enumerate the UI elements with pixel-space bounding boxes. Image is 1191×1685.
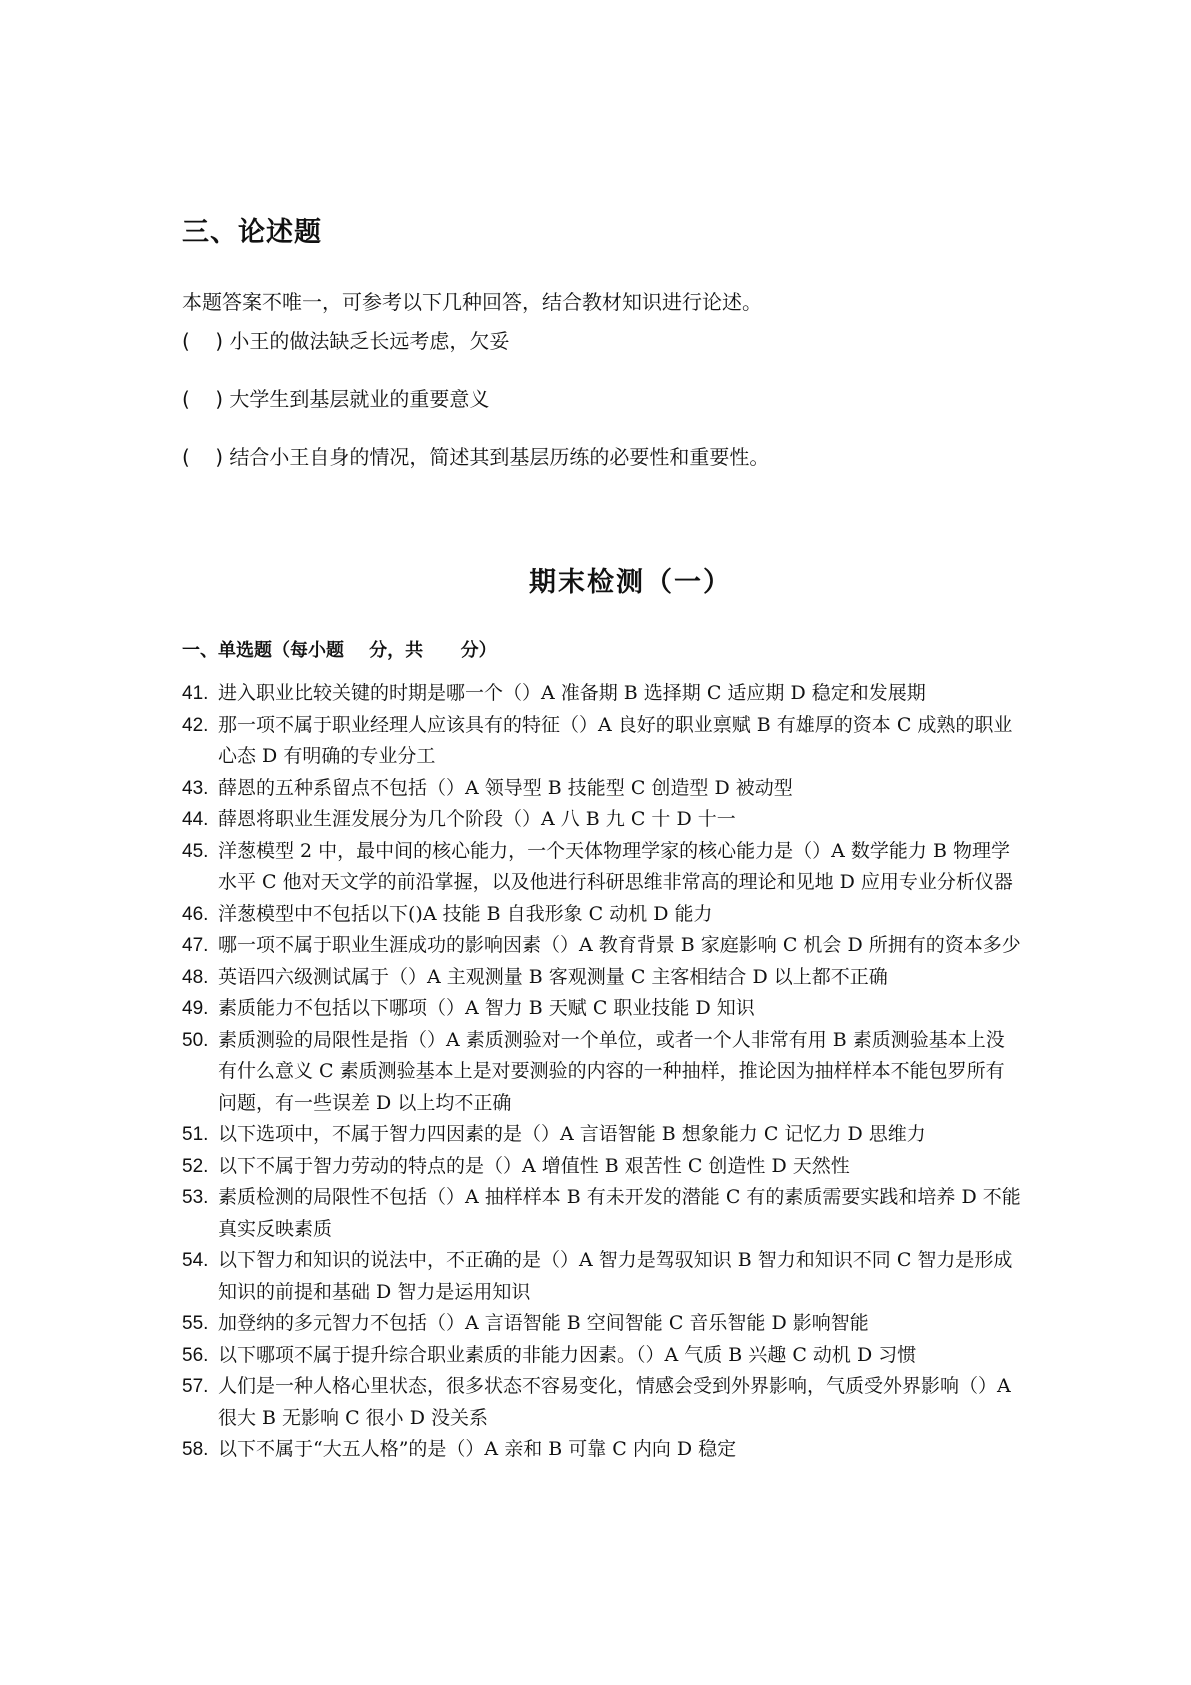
question-text: 素质测验的局限性是指（）A 素质测验对一个单位，或者一个人非常有用 B 素质测验基本上没有什么意义 C 素质测验基本上是对要测验的内容的一种抽样，推论因为抽样样本不能包罗所有问题，有一些误差 D 以上均不正确	[218, 1028, 1005, 1114]
question-text: 洋葱模型中不包括以下()A 技能 B 自我形象 C 动机 D 能力	[218, 902, 713, 925]
question-number: 44.	[182, 809, 209, 830]
question-item	[182, 836, 1022, 899]
question-number: 49.	[182, 998, 209, 1019]
question-text: 那一项不属于职业经理人应该具有的特征（）A 良好的职业禀赋 B 有雄厚的资本 C 成熟的职业心态 D 有明确的专业分工	[218, 713, 1013, 767]
question-number: 46.	[182, 903, 209, 925]
question-item	[182, 1025, 1022, 1120]
question-number: 58.	[182, 1439, 209, 1460]
question-text: 以下不属于“大五人格”的是（）A 亲和 B 可靠 C 内向 D 稳定	[218, 1438, 737, 1460]
question-text: 加登纳的多元智力不包括（）A 言语智能 B 空间智能 C 音乐智能 D 影响智能	[218, 1312, 869, 1334]
question-item	[182, 1308, 1022, 1340]
question-item	[182, 1119, 1022, 1151]
question-text: 人们是一种人格心里状态，很多状态不容易变化，情感会受到外界影响，气质受外界影响（）A 很大 B 无影响 C 很小 D 没关系	[218, 1375, 1011, 1429]
question-text: 薛恩的五种系留点不包括（）A 领导型 B 技能型 C 创造型 D 被动型	[218, 776, 793, 799]
question-number: 42.	[182, 714, 209, 736]
question-item	[182, 804, 1022, 836]
question-number: 47.	[182, 935, 209, 956]
question-number: 52.	[182, 1155, 209, 1177]
question-number: 51.	[182, 1124, 209, 1145]
question-item	[182, 962, 1022, 994]
question-number: 56.	[182, 1344, 209, 1366]
exam-title: 期末检测（一）	[529, 567, 732, 598]
answer-line: ( ) 结合小王自身的情况，简述其到基层历练的必要性和重要性。	[182, 445, 770, 469]
essay-heading: 三、论述题	[182, 217, 322, 248]
question-item	[182, 710, 1022, 773]
question-item	[182, 773, 1022, 805]
question-text: 英语四六级测试属于（）A 主观测量 B 客观测量 C 主客相结合 D 以上都不正确	[218, 965, 888, 988]
question-text: 以下哪项不属于提升综合职业素质的非能力因素。（）A 气质 B 兴趣 C 动机 D 习惯	[218, 1343, 917, 1366]
question-item	[182, 899, 1022, 931]
question-number: 53.	[182, 1187, 209, 1208]
question-text: 素质能力不包括以下哪项（）A 智力 B 天赋 C 职业技能 D 知识	[218, 997, 755, 1019]
question-number: 45.	[182, 840, 209, 862]
question-text: 素质检测的局限性不包括（）A 抽样样本 B 有未开发的潜能 C 有的素质需要实践和培养 D 不能真实反映素质	[218, 1186, 1021, 1240]
answer-line: ( ) 小王的做法缺乏长远考虑，欠妥	[182, 329, 510, 353]
question-item	[182, 678, 1022, 710]
essay-intro: 本题答案不唯一，可参考以下几种回答，结合教材知识进行论述。	[182, 290, 762, 314]
question-item	[182, 1434, 1022, 1466]
answer-line: ( ) 大学生到基层就业的重要意义	[182, 387, 490, 411]
question-text: 以下选项中，不属于智力四因素的是（）A 言语智能 B 想象能力 C 记忆力 D 思维力	[218, 1123, 926, 1145]
question-text: 以下智力和知识的说法中，不正确的是（）A 智力是驾驭知识 B 智力和知识不同 C 智力是形成知识的前提和基础 D 智力是运用知识	[218, 1249, 1013, 1303]
question-number: 48.	[182, 966, 209, 988]
question-number: 57.	[182, 1376, 209, 1397]
question-section-heading: 一、单选题（每小题 分，共 分）	[182, 640, 497, 661]
question-number: 43.	[182, 777, 209, 799]
question-item	[182, 1371, 1022, 1434]
question-number: 55.	[182, 1313, 209, 1334]
question-item	[182, 993, 1022, 1025]
question-number: 54.	[182, 1250, 209, 1271]
question-text: 哪一项不属于职业生涯成功的影响因素（）A 教育背景 B 家庭影响 C 机会 D 所拥有的资本多少	[218, 934, 1021, 956]
question-text: 洋葱模型 2 中，最中间的核心能力，一个天体物理学家的核心能力是（）A 数学能力 B 物理学水平 C 他对天文学的前沿掌握，以及他进行科研思维非常高的理论和见地 D 应用专业分析仪器	[218, 839, 1013, 893]
question-text: 进入职业比较关键的时期是哪一个（）A 准备期 B 选择期 C 适应期 D 稳定和发展期	[218, 682, 926, 704]
question-list	[182, 678, 1022, 1466]
question-text: 以下不属于智力劳动的特点的是（）A 增值性 B 艰苦性 C 创造性 D 天然性	[218, 1154, 850, 1177]
question-text: 薛恩将职业生涯发展分为几个阶段（）A 八 B 九 C 十 D 十一	[218, 808, 736, 830]
question-item	[182, 1340, 1022, 1372]
question-item	[182, 1182, 1022, 1245]
question-number: 50.	[182, 1029, 209, 1051]
question-item	[182, 1151, 1022, 1183]
question-item	[182, 1245, 1022, 1308]
question-number: 41.	[182, 683, 209, 704]
question-item	[182, 930, 1022, 962]
